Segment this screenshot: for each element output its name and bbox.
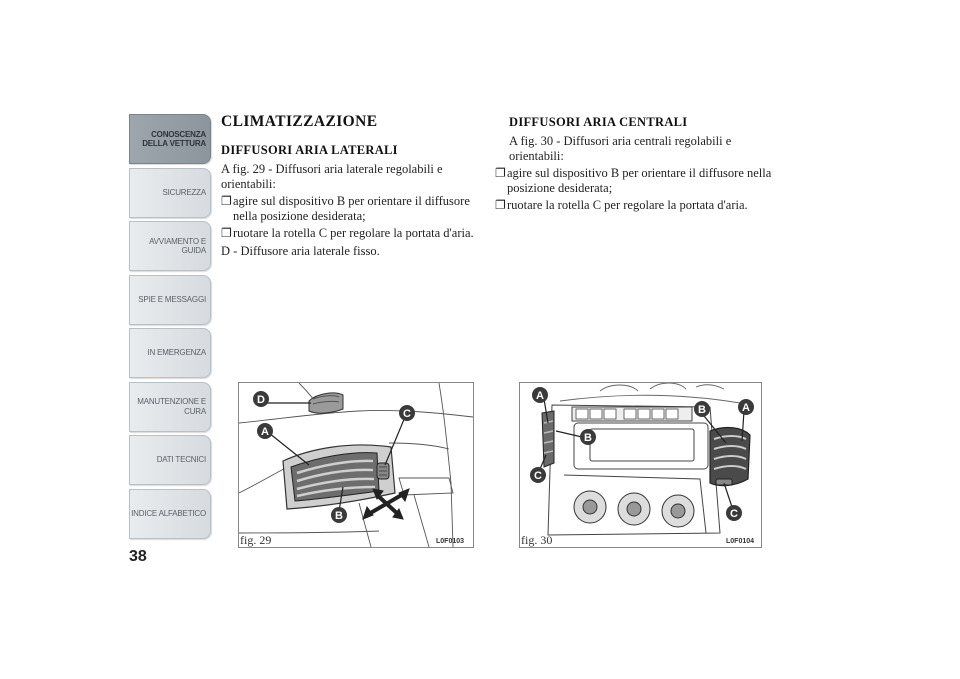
figure-caption: fig. 29 — [240, 533, 272, 547]
label-c: C — [403, 408, 411, 420]
sidebar-nav — [129, 114, 211, 542]
tab-manutenzione-e-cura[interactable] — [129, 382, 211, 432]
tab-label: INDICE ALFABETICO — [131, 508, 206, 518]
label-b: B — [698, 404, 706, 416]
label-a: A — [261, 426, 269, 438]
list-item-text: agire sul dispositivo B per orientare il diffusore nella posizione desiderata; — [507, 166, 772, 195]
label-a: A — [742, 402, 750, 414]
tab-in-emergenza[interactable] — [129, 328, 211, 378]
list-item — [495, 198, 780, 213]
side-vent-illustration — [239, 383, 473, 547]
tab-label: AVVIAMENTO E GUIDA — [149, 236, 206, 255]
tab-label: CONOSCENZA DELLA VETTURA — [142, 129, 206, 148]
tab-conoscenza-della-vettura[interactable] — [129, 114, 211, 164]
figure-29 — [238, 382, 474, 548]
list-item — [221, 226, 491, 241]
tab-label: SPIE E MESSAGGI — [138, 294, 206, 304]
tab-label: MANUTENZIONE E CURA — [137, 397, 206, 416]
page-title: CLIMATIZZAZIONE — [221, 113, 378, 130]
paragraph-intro: A fig. 30 - Diffusori aria centrali regolabili e orientabili: — [509, 134, 732, 163]
page-number: 38 — [129, 548, 147, 565]
tab-dati-tecnici[interactable] — [129, 435, 211, 485]
list-item-text: ruotare la rotella C per regolare la portata d'aria. — [507, 198, 748, 212]
section-heading: DIFFUSORI ARIA CENTRALI — [509, 115, 688, 129]
label-c: C — [730, 508, 738, 520]
tab-spie-e-messaggi[interactable] — [129, 275, 211, 325]
label-c: C — [534, 470, 542, 482]
list-item — [495, 166, 780, 195]
list-item-text: agire sul dispositivo B per orientare il diffusore nella posizione desiderata; — [233, 194, 470, 223]
checkbox-bullet-icon: ❐ — [221, 194, 232, 208]
figure-code: L0F0103 — [436, 538, 465, 545]
paragraph-note: D - Diffusore aria laterale fisso. — [221, 243, 380, 258]
section-central-vents — [495, 113, 780, 216]
tab-avviamento-e-guida[interactable] — [129, 221, 211, 271]
figure-caption: fig. 30 — [521, 533, 553, 547]
section-heading: DIFFUSORI ARIA LATERALI — [221, 143, 398, 157]
tab-sicurezza[interactable] — [129, 168, 211, 218]
paragraph-intro: A fig. 29 - Diffusori aria laterale regolabili e orientabili: — [221, 162, 443, 191]
label-b: B — [584, 432, 592, 444]
central-vent-illustration — [520, 383, 761, 547]
tab-label: DATI TECNICI — [156, 455, 206, 465]
figure-code: L0F0104 — [726, 538, 755, 545]
checkbox-bullet-icon: ❐ — [495, 198, 506, 212]
section-lateral-vents — [221, 113, 491, 261]
label-b: B — [335, 510, 343, 522]
tab-label: IN EMERGENZA — [147, 348, 206, 358]
tab-indice-alfabetico[interactable] — [129, 489, 211, 539]
list-item — [221, 194, 491, 223]
tab-label: SICUREZZA — [162, 187, 206, 197]
list-item-text: ruotare la rotella C per regolare la portata d'aria. — [233, 226, 474, 240]
checkbox-bullet-icon: ❐ — [495, 166, 506, 180]
checkbox-bullet-icon: ❐ — [221, 226, 232, 240]
label-d: D — [257, 394, 265, 406]
figure-30 — [519, 382, 762, 548]
label-a: A — [536, 390, 544, 402]
